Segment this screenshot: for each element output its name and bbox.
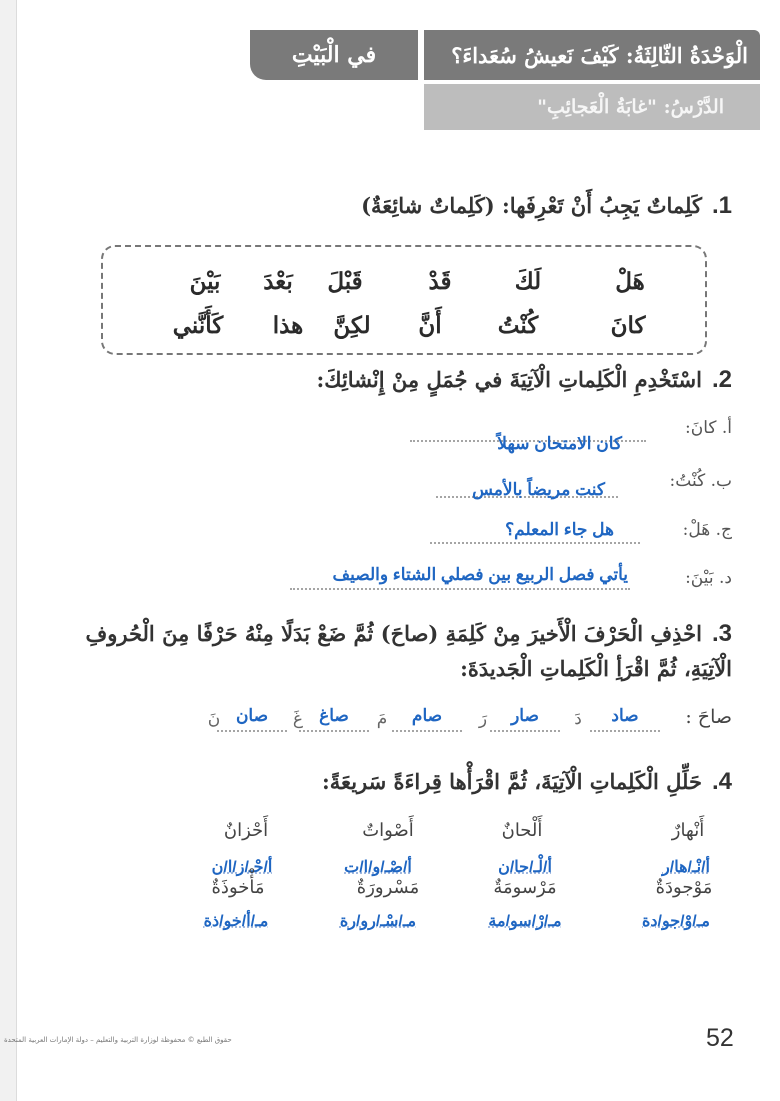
analysis-answer: مـ/رْ/سو/مة xyxy=(488,913,562,930)
common-word: لَكَ xyxy=(514,268,542,295)
analysis-answer: أ/صْـ/و/ا/ت xyxy=(344,859,412,876)
question-2-text: اسْتَخْدِمِ الْكَلِماتِ الْآتِيَةَ في جُمَلٍ مِنْ إِنْشائِكَ: xyxy=(316,367,702,392)
answer-line xyxy=(490,730,560,732)
common-word: كَأَنَّني xyxy=(172,312,224,339)
replacement-letter: مَ xyxy=(376,709,388,729)
analysis-answer: أ/لْـ/حا/ن xyxy=(498,859,552,876)
common-word: هذا xyxy=(272,312,304,339)
analysis-answer: مـ/وْ/جو/دة xyxy=(642,913,710,930)
new-word-answer: صان xyxy=(235,706,269,725)
answer-line xyxy=(392,730,462,732)
analysis-answer: أ/نْـ/ها/ر xyxy=(662,859,710,876)
question-2-number: 2. xyxy=(711,366,732,393)
analysis-word: أَنْهارٌ xyxy=(671,820,705,841)
answer-text: يأتي فصل الربيع بين فصلي الشتاء والصيف xyxy=(332,565,628,584)
analysis-answer: مـ/أ/خو/ذة xyxy=(203,913,269,930)
new-word-answer: صاغ xyxy=(319,706,349,725)
common-word: هَلْ xyxy=(615,268,645,295)
common-word: قَبْلَ xyxy=(327,268,363,295)
common-word: لكِنَّ xyxy=(333,312,371,339)
analysis-answer: مـ/سْـ/رو/رة xyxy=(339,913,417,930)
question-1-title xyxy=(361,192,732,220)
answer-line xyxy=(299,730,369,732)
answer-line xyxy=(290,588,630,590)
replacement-letter: غَ xyxy=(292,709,304,729)
analysis-word: مَوْجودَةٌ xyxy=(655,877,713,898)
new-word-answer: صار xyxy=(511,706,539,725)
question-4-title xyxy=(322,768,732,796)
question-3-title xyxy=(85,620,732,648)
unit-title: الْوَحْدَةُ الثّالِثَةُ: كَيْفَ نَعيشُ سُعَداءَ؟ xyxy=(424,30,760,80)
replacement-letter: نَ xyxy=(207,709,221,729)
common-word: كُنْتُ xyxy=(497,312,539,339)
common-word: كانَ xyxy=(610,312,646,339)
answer-line xyxy=(590,730,660,732)
replacement-letter: رَ xyxy=(478,709,488,729)
question-3-title-line2: الْآتِيَةِ، ثُمَّ اقْرَأِ الْكَلِماتِ الْجَديدَةَ: xyxy=(460,656,732,681)
replacement-letter: دَ xyxy=(574,709,582,729)
new-word-answer: صام xyxy=(411,706,443,725)
analysis-word: مَأْخوذَةٌ xyxy=(211,877,265,898)
question-4-text: حَلِّلِ الْكَلِماتِ الْآتِيَةَ، ثُمَّ اقْرَأْها قِراءَةً سَريعَةً: xyxy=(322,769,702,794)
analysis-word: أَحْزانٌ xyxy=(223,820,269,841)
base-word-label: صاحَ : xyxy=(685,706,732,728)
item-label: د. بَيْنَ: xyxy=(685,568,732,588)
item-label: ب. كُنْتُ: xyxy=(669,471,732,491)
item-label: ج. هَلْ: xyxy=(682,520,732,540)
common-word: بَعْدَ xyxy=(263,268,293,295)
answer-text: كان الامتحان سهلاً xyxy=(497,434,622,453)
new-word-answer: صاد xyxy=(611,706,639,725)
analysis-word: أَلْحانٌ xyxy=(501,820,543,841)
question-3-text-line1: احْذِفِ الْحَرْفَ الْأَخيرَ مِنْ كَلِمَةِ (صاحَ) ثُمَّ ضَعْ بَدَلًا مِنْهُ حَرْفًا مِنَ الْحُروفِ xyxy=(85,621,702,646)
answer-text: هل جاء المعلم؟ xyxy=(505,520,614,539)
answer-line xyxy=(430,542,640,544)
question-4-number: 4. xyxy=(711,768,732,795)
question-3-number: 3. xyxy=(711,620,732,647)
analysis-answer: أ/حْـ/ز/ا/ن xyxy=(211,859,273,876)
analysis-word: مَرْسومَةٌ xyxy=(493,877,557,898)
question-2-title xyxy=(317,366,733,394)
common-word: أَنَّ xyxy=(418,312,442,339)
page-edge xyxy=(0,0,17,1101)
answer-text: كنت مريضاً بالأمس xyxy=(472,480,605,499)
home-tab: في الْبَيْتِ xyxy=(250,30,418,80)
lesson-title: الدَّرْسُ: "غابَةُ الْعَجائِبِ" xyxy=(424,84,760,130)
question-1-text: كَلِماتٌ يَجِبُ أَنْ تَعْرِفَها: (كَلِماتٌ شائِعَةٌ) xyxy=(361,193,702,218)
common-word: بَيْنَ xyxy=(189,268,221,295)
page-number: 52 xyxy=(706,1024,734,1052)
copyright-notice: حقوق الطبع © محفوظة لوزارة التربية والتعليم – دولة الإمارات العربية المتحدة xyxy=(4,1036,232,1044)
analysis-word: أَصْواتٌ xyxy=(362,820,414,841)
common-word: قَدْ xyxy=(428,268,452,295)
answer-line xyxy=(217,730,287,732)
analysis-word: مَسْرورَةٌ xyxy=(356,877,420,898)
question-1-number: 1. xyxy=(711,192,732,219)
item-label: أ. كانَ: xyxy=(684,418,732,438)
